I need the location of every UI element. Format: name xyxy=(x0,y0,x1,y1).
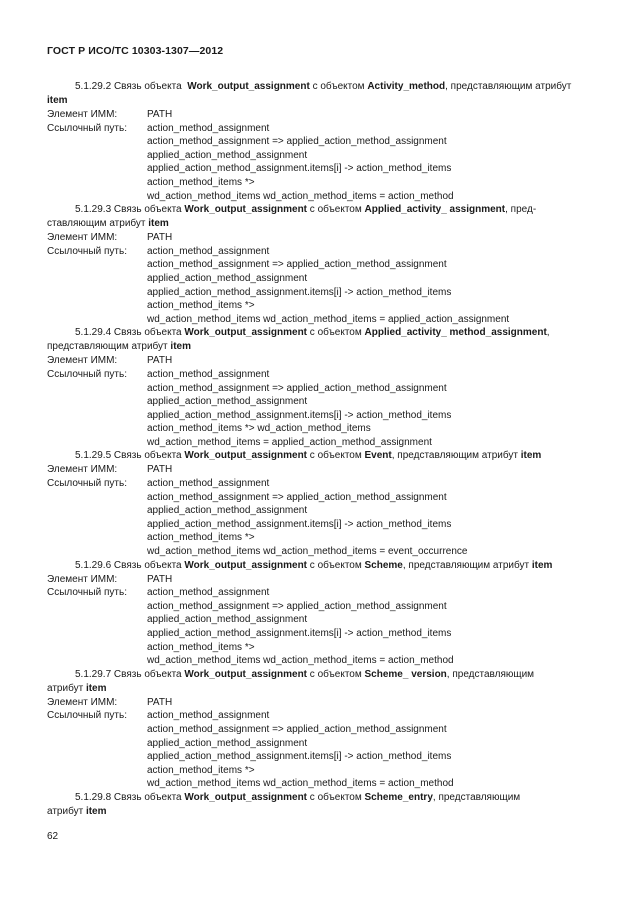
path-line: applied_action_method_assignment.items[i] -> action_method_items xyxy=(147,518,452,530)
path-line: applied_action_method_assignment.items[i] -> action_method_items xyxy=(147,628,452,639)
ref-path-row: Ссылочный путь: action_method_assignment xyxy=(47,478,270,490)
path-line: action_method_assignment => applied_action_method_assignment xyxy=(147,136,447,148)
page-number: 62 xyxy=(47,831,59,842)
path-line: action_method_items *> wd_action_method_items xyxy=(147,423,371,435)
element-row: Элемент ИММ: PATH xyxy=(47,573,173,585)
element-row: Элемент ИММ: PATH xyxy=(47,232,173,244)
section-heading: 5.1.29.5 Связь объекта Work_output_assignment с объектом Event, представляющим атрибут item xyxy=(75,450,542,462)
path-line: action_method_items *> xyxy=(147,176,255,188)
path-line: action_method_assignment => applied_action_method_assignment xyxy=(147,723,447,735)
section-heading: 5.1.29.3 Связь объекта Work_output_assignment с объектом Applied_activity_ assignment, пред- ставляющим атрибут item xyxy=(47,204,537,230)
path-line: action_method_items *> xyxy=(147,764,255,776)
section-heading: 5.1.29.8 Связь объекта Work_output_assignment с объектом Scheme_entry, представляющим атрибут item xyxy=(47,791,521,817)
document-page xyxy=(47,45,584,819)
path-line: applied_action_method_assignment.items[i] -> action_method_items xyxy=(147,163,452,175)
section-heading: 5.1.29.6 Связь объекта Work_output_assignment с объектом Scheme, представляющим атрибут item xyxy=(75,559,553,571)
path-line: applied_action_method_assignment.items[i] -> action_method_items xyxy=(147,409,452,421)
ref-path-row: Ссылочный путь: action_method_assignment xyxy=(47,122,270,134)
path-line: action_method_assignment => applied_action_method_assignment xyxy=(147,600,447,612)
path-line: action_method_items *> xyxy=(147,300,255,312)
element-row: Элемент ИММ: PATH xyxy=(47,109,173,120)
ref-path-row: Ссылочный путь: action_method_assignment xyxy=(47,587,270,599)
ref-path-row: Ссылочный путь: action_method_assignment xyxy=(47,368,270,380)
path-line: wd_action_method_items wd_action_method_items = applied_action_assignment xyxy=(147,313,510,325)
path-line: action_method_items *> xyxy=(147,532,255,544)
path-line: wd_action_method_items wd_action_method_items = action_method xyxy=(147,655,454,667)
path-line: wd_action_method_items = applied_action_method_assignment xyxy=(147,436,432,448)
path-line: action_method_assignment => applied_action_method_assignment xyxy=(147,382,447,394)
path-line: applied_action_method_assignment xyxy=(147,272,308,284)
element-row: Элемент ИММ: PATH xyxy=(47,355,173,367)
ref-path-row: Ссылочный путь: action_method_assignment xyxy=(47,710,270,722)
path-line: applied_action_method_assignment xyxy=(147,737,308,749)
path-line: applied_action_method_assignment xyxy=(147,505,308,517)
path-line: applied_action_method_assignment xyxy=(147,396,308,408)
standard-header: ГОСТ Р ИСО/ТС 10303-1307—2012 xyxy=(47,45,224,57)
element-row: Элемент ИММ: PATH xyxy=(47,696,173,708)
section-heading: 5.1.29.7 Связь объекта Work_output_assignment с объектом Scheme_ version, представляющим атрибут item xyxy=(47,668,535,694)
path-line: action_method_assignment => applied_action_method_assignment xyxy=(147,491,447,503)
ref-path-row: Ссылочный путь: action_method_assignment xyxy=(47,245,270,257)
section-heading: 5.1.29.2 Связь объекта Work_output_assignment с объектом Activity_method, представляющим атрибут item xyxy=(47,81,572,106)
path-line: applied_action_method_assignment.items[i] -> action_method_items xyxy=(147,286,452,298)
path-line: wd_action_method_items wd_action_method_items = action_method xyxy=(147,778,454,790)
path-line: applied_action_method_assignment xyxy=(147,614,308,626)
path-line: applied_action_method_assignment.items[i] -> action_method_items xyxy=(147,751,452,763)
path-line: applied_action_method_assignment xyxy=(147,149,308,161)
section-heading: 5.1.29.4 Связь объекта Work_output_assignment с объектом Applied_activity_ method_assignment, представляющим атрибут item xyxy=(47,327,550,353)
element-row: Элемент ИММ: PATH xyxy=(47,464,173,476)
path-line: wd_action_method_items wd_action_method_items = event_occurrence xyxy=(147,546,468,558)
path-line: action_method_items *> xyxy=(147,641,255,653)
path-line: action_method_assignment => applied_action_method_assignment xyxy=(147,259,447,271)
path-line: wd_action_method_items wd_action_method_items = action_method xyxy=(147,190,454,202)
